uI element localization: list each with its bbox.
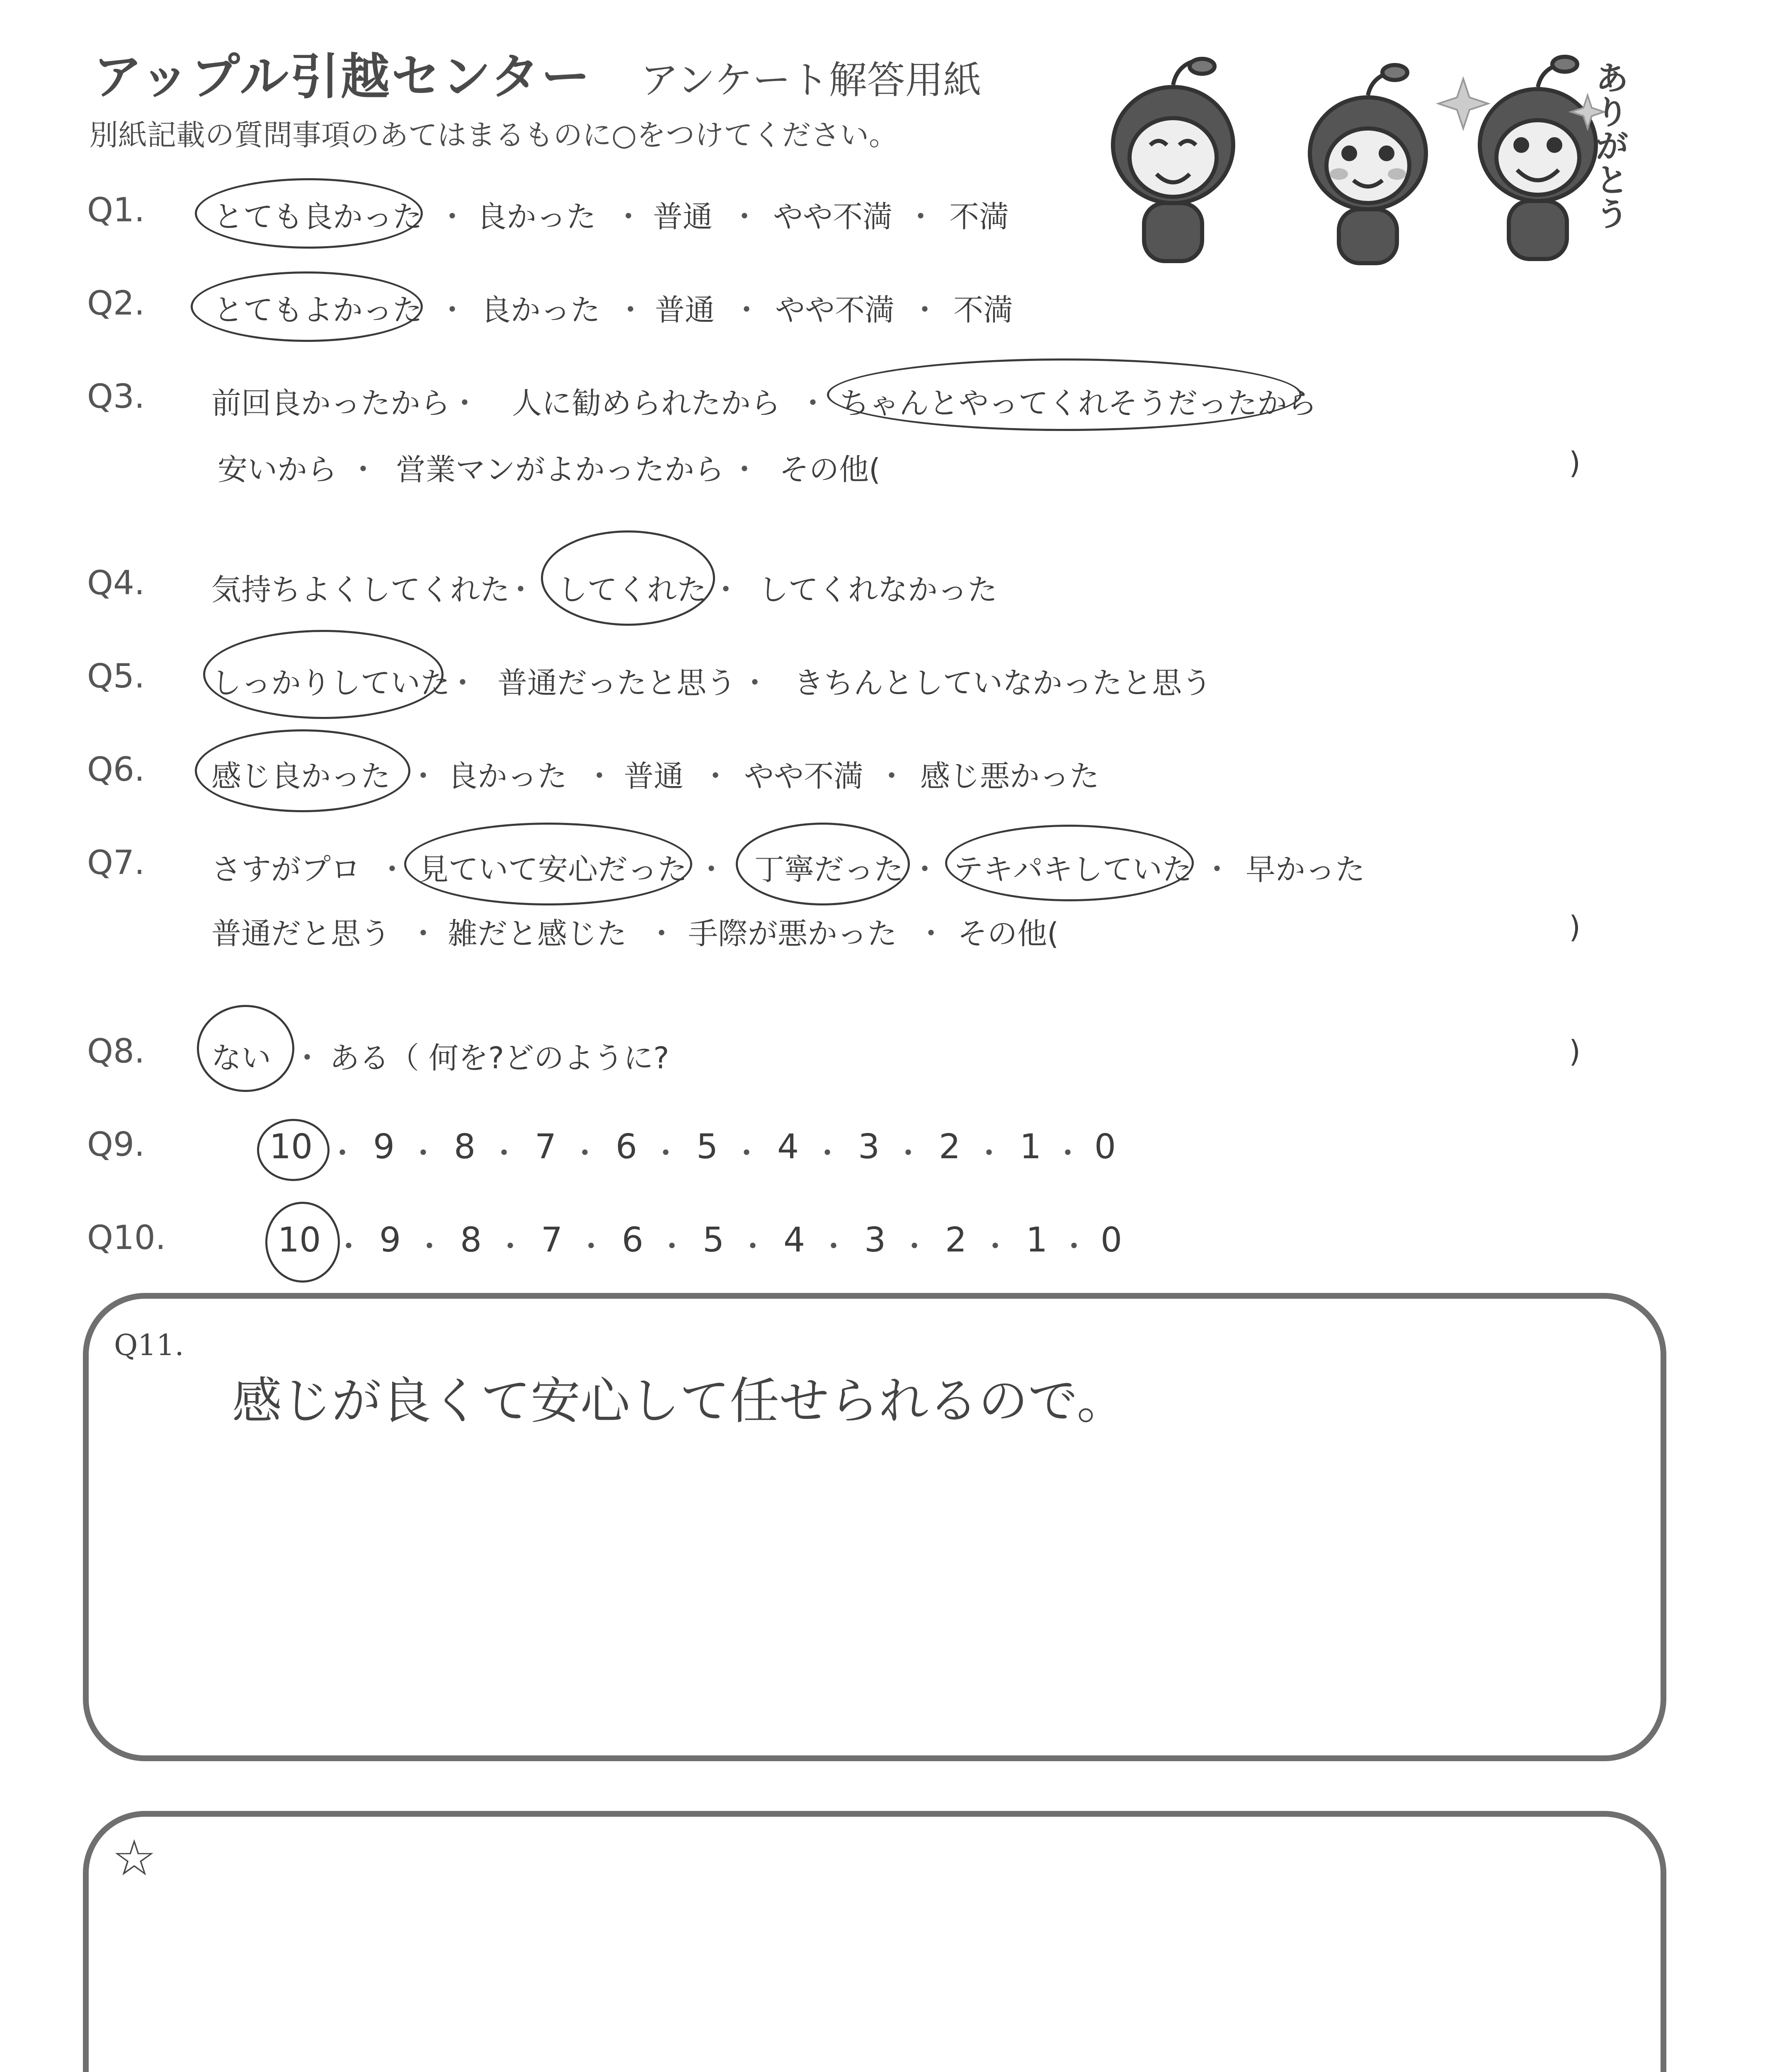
q10-score[interactable]: 1 (1026, 1220, 1048, 1260)
q3-label: Q3. (87, 377, 145, 416)
q9-score[interactable]: 4 (777, 1127, 799, 1167)
thank-you-text: ありがとう (1596, 60, 1629, 233)
q9-score[interactable]: 6 (616, 1127, 638, 1167)
q3-close-paren: ) (1569, 445, 1581, 480)
q7-label: Q7. (87, 843, 145, 882)
q6-option[interactable]: 感じ悪かった (920, 759, 1100, 794)
selection-circle (197, 1005, 294, 1092)
q4-option[interactable]: してくれた (558, 572, 707, 607)
selection-circle (827, 358, 1302, 431)
q5-label: Q5. (87, 657, 145, 695)
q9-score[interactable]: 5 (696, 1127, 718, 1167)
star-icon: ☆ (112, 1830, 157, 1887)
company-title: アップル引越センター (93, 48, 592, 105)
q8-option[interactable]: ない (211, 1041, 272, 1075)
q8-label: Q8. (87, 1032, 145, 1070)
selection-circle (265, 1202, 340, 1283)
selection-circle (257, 1119, 330, 1181)
selection-circle (404, 823, 692, 905)
q3-option[interactable]: ちゃんとやってくれそうだったから (839, 386, 1317, 421)
q5-option[interactable]: 普通だったと思う (497, 666, 737, 700)
q7-close-paren: ) (1569, 910, 1581, 944)
q8-option[interactable]: ある（ 何を?どのように? (330, 1041, 669, 1075)
q6-option[interactable]: やや不満 (744, 759, 864, 794)
q10-score[interactable]: 5 (703, 1220, 725, 1260)
q7-option[interactable]: 早かった (1246, 852, 1365, 887)
q7-option[interactable]: その他( (958, 916, 1059, 951)
q10-score[interactable]: 8 (460, 1220, 482, 1260)
selection-circle (195, 729, 410, 812)
q3-option[interactable]: 安いから (218, 452, 337, 487)
q10-score[interactable]: 0 (1101, 1220, 1123, 1260)
q3-option[interactable]: 前回良かったから (211, 386, 451, 421)
form-subtitle: アンケート解答用紙 (640, 58, 982, 102)
q9-score[interactable]: 8 (454, 1127, 476, 1167)
q3-option[interactable]: その他( (779, 452, 881, 487)
q9-label: Q9. (87, 1125, 145, 1164)
q2-option[interactable]: 普通 (655, 293, 715, 327)
q10-score[interactable]: 7 (541, 1220, 563, 1260)
q10-label: Q10. (87, 1218, 166, 1257)
q9-score[interactable]: 9 (373, 1127, 395, 1167)
q1-label: Q1. (87, 191, 145, 229)
q1-option[interactable]: 普通 (653, 199, 713, 234)
q10-score[interactable]: 6 (622, 1220, 644, 1260)
selection-circle (195, 178, 423, 249)
selection-circle (945, 825, 1194, 901)
q9-score[interactable]: 10 (269, 1127, 313, 1167)
q6-label: Q6. (87, 750, 145, 789)
q6-option[interactable]: 普通 (624, 759, 684, 794)
monkey-mascot-illustration (1078, 41, 1666, 265)
q2-label: Q2. (87, 284, 145, 322)
q7-option[interactable]: さすがプロ (211, 852, 361, 887)
q1-option[interactable]: やや不満 (773, 199, 893, 234)
q10-score[interactable]: 10 (278, 1220, 321, 1260)
q3-option[interactable]: 営業マンがよかったから (396, 452, 725, 487)
q9-score[interactable]: 0 (1094, 1127, 1116, 1167)
q7-option[interactable]: テキパキしていた (953, 852, 1193, 887)
q7-option[interactable]: 丁寧だった (754, 852, 904, 887)
q4-option[interactable]: 気持ちよくしてくれた (211, 572, 510, 607)
q7-option[interactable]: 手際が悪かった (688, 916, 897, 951)
q2-option[interactable]: やや不満 (775, 293, 895, 327)
q8-close-paren: ) (1569, 1034, 1581, 1069)
q1-option[interactable]: 良かった (477, 199, 596, 234)
q10-score[interactable]: 4 (783, 1220, 805, 1260)
q9-score[interactable]: 3 (858, 1127, 880, 1167)
q9-score[interactable]: 7 (535, 1127, 557, 1167)
q9-score[interactable]: 1 (1020, 1127, 1042, 1167)
q10-score[interactable]: 3 (864, 1220, 886, 1260)
selection-circle (203, 630, 444, 719)
q11-label: Q11. (114, 1328, 184, 1362)
q3-option[interactable]: 人に勧められたから (512, 386, 781, 421)
q5-option[interactable]: しっかりしていた (211, 666, 451, 700)
q10-score[interactable]: 9 (379, 1220, 401, 1260)
q2-option[interactable]: 不満 (953, 293, 1013, 327)
selection-circle (736, 823, 910, 905)
q1-option[interactable]: 不満 (949, 199, 1009, 234)
q7-option[interactable]: 普通だと思う (211, 916, 391, 951)
q4-label: Q4. (87, 564, 145, 602)
q10-score[interactable]: 2 (945, 1220, 967, 1260)
q6-option[interactable]: 感じ良かった (211, 759, 391, 794)
free-comment-box[interactable] (83, 1811, 1666, 2072)
q2-option[interactable]: 良かった (481, 293, 601, 327)
q11-handwritten-answer: 感じが良くて安心して任せられるので。 (232, 1372, 1127, 1430)
q2-option[interactable]: とてもよかった (213, 293, 423, 327)
selection-circle (191, 271, 423, 342)
q9-score[interactable]: 2 (939, 1127, 961, 1167)
q1-option[interactable]: とても良かった (213, 199, 423, 234)
q7-option[interactable]: 見ていて安心だった (419, 852, 688, 887)
form-instruction: 別紙記載の質問事項のあてはまるものに○をつけてください。 (89, 118, 898, 152)
q7-option[interactable]: 雑だと感じた (448, 916, 627, 951)
q4-option[interactable]: してくれなかった (759, 572, 998, 607)
q5-option[interactable]: きちんとしていなかったと思う (794, 666, 1212, 700)
selection-circle (541, 530, 715, 626)
q6-option[interactable]: 良かった (448, 759, 567, 794)
